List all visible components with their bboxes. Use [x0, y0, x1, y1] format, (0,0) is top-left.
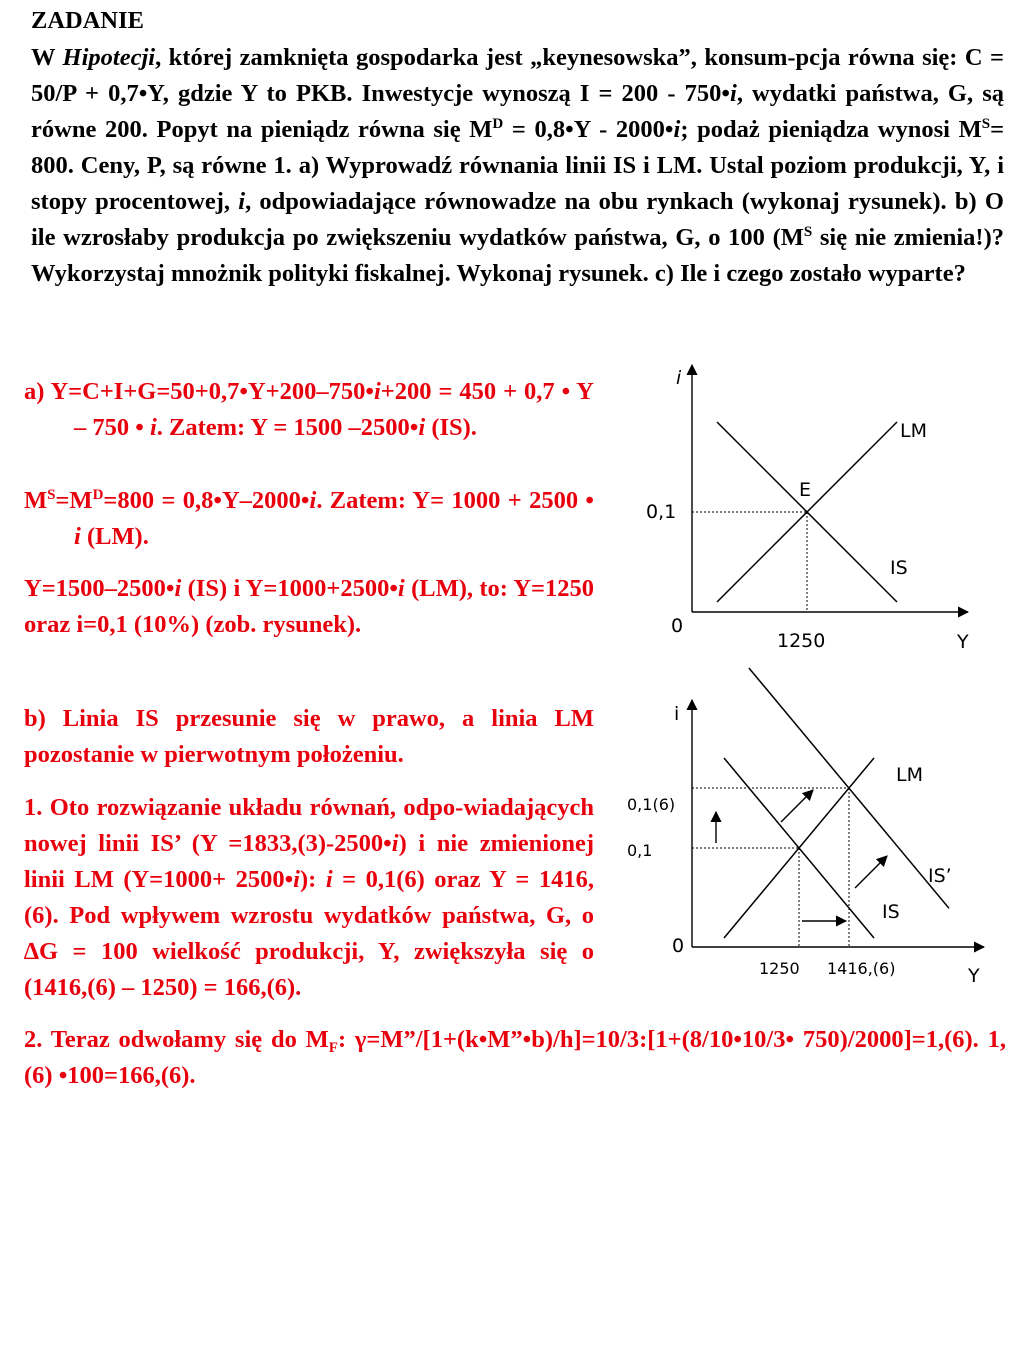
- sol-text: (IS).: [425, 414, 477, 441]
- solution-b-intro: b) Linia IS przesunie się w prawo, a linia LM pozostanie w pierwotnym położeniu.: [24, 705, 594, 768]
- sol-text: =800 = 0,8•Y–2000•: [103, 487, 310, 514]
- x-tick-label: 1250: [777, 630, 826, 652]
- task-text-s6: , odpowiadające równowadze na obu rynkach (wykonaj rysunek). b) O ile wzrosłaby produkcja po zwiększeniu wydatków państwa, G, o 100 (M: [31, 188, 1004, 251]
- sol-var: i: [174, 575, 182, 602]
- sol-var: i: [74, 523, 81, 550]
- task-var-i: i: [238, 188, 246, 215]
- origin-label: 0: [672, 935, 685, 957]
- sol-text: M: [24, 487, 48, 514]
- sol-var: i: [149, 414, 157, 441]
- task-text-s3: = 0,8•Y - 2000•: [503, 116, 674, 143]
- task-heading: ZADANIE: [31, 7, 144, 34]
- task-sup: S: [803, 224, 813, 240]
- task-text-s5: = 800. Ceny, P, są równe 1. a) Wyprowadź równania linii IS i LM. Ustal poziom produkcji, Y, i stopy procentowej,: [31, 116, 1005, 215]
- x-axis-label: Y: [957, 631, 969, 653]
- sol-text: (LM), to: Y=1250 oraz i=0,1 (10%) (zob. rysunek).: [24, 575, 594, 638]
- sol-text: +200 = 450 + 0,7 • Y – 750 •: [74, 378, 595, 441]
- task-text-s1: , której zamknięta gospodarka jest „keynesowska”, konsum-pcja równa się: C = 50/P + 0,7•Y, gdzie Y to PKB. Inwestycje wynoszą I = 200 - 750•: [31, 44, 1005, 107]
- is-prime-label: IS’: [928, 865, 952, 887]
- sol-text: Y=1500–2500•: [24, 575, 175, 602]
- task-sup: S: [981, 116, 991, 132]
- task-text-w: W: [31, 44, 56, 71]
- y-tick-label: 0,1: [646, 501, 677, 523]
- task-var-i: i: [673, 116, 681, 143]
- shift-arrow-diag-2: [855, 856, 887, 888]
- x-tick-label-old: 1250: [759, 959, 800, 978]
- origin-label: 0: [671, 615, 684, 637]
- task-country: Hipotecji: [62, 44, 156, 71]
- task-var-i: i: [730, 80, 737, 107]
- task-text-s7: się nie zmienia!)? Wykorzystaj mnożnik polityki fiskalnej. Wykonaj rysunek. c) Ile i czego zostało wyparte?: [31, 224, 1004, 287]
- sol-var: i: [325, 866, 333, 893]
- sol-var: i: [397, 575, 405, 602]
- sol-sub: F: [328, 1040, 338, 1056]
- lm-label: LM: [900, 420, 927, 442]
- y-tick-label-new: 0,1(6): [627, 795, 676, 814]
- sol-text: 1. Oto rozwiązanie układu równań, odpo-wiadających nowej linii IS’ (Y =1833,(3)-2500•: [24, 794, 594, 857]
- sol-text: ):: [299, 866, 326, 893]
- sol-text: (IS) i Y=1000+2500•: [181, 575, 398, 602]
- sol-text: ) i nie zmienionej linii LM (Y=1000+ 2500•: [24, 830, 595, 893]
- sol-text: a) Y=C+I+G=50+0,7•Y+200–750•: [24, 378, 374, 405]
- sol-text: =M: [55, 487, 93, 514]
- task-text-s4: ; podaż pieniądza wynosi M: [680, 116, 982, 143]
- equilibrium-label: E: [799, 479, 812, 501]
- sol-text: = 0,1(6) oraz Y = 1416,(6). Pod wpływem wzrostu wydatków państwa, G, o ∆G = 100 wielkość produkcji, Y, zwiększyła się o (1416,(6) – 1250) = 166,(6).: [24, 866, 594, 1001]
- sol-var: i: [373, 378, 381, 405]
- sol-text: . Zatem: Y= 1000 + 2500 •: [316, 487, 594, 514]
- x-axis-label: Y: [968, 965, 980, 987]
- y-axis-label: i: [674, 703, 680, 725]
- y-axis-label: i: [676, 367, 682, 389]
- x-tick-label-new: 1416,(6): [827, 959, 896, 978]
- sol-text: . Zatem: Y = 1500 –2500•: [156, 414, 419, 441]
- sol-sup: S: [47, 487, 56, 503]
- is-label: IS: [890, 557, 908, 579]
- solution-multiplier: [24, 1022, 1006, 1094]
- task-sup: D: [492, 116, 504, 132]
- y-tick-label-old: 0,1: [627, 841, 653, 860]
- sol-text: (LM).: [80, 523, 149, 550]
- sol-var: i: [309, 487, 317, 514]
- sol-var: i: [293, 866, 300, 893]
- lm-label: LM: [896, 764, 923, 786]
- sol-var: i: [418, 414, 426, 441]
- sol-var: i: [391, 830, 399, 857]
- sol-text: 2. Teraz odwołamy się do M: [24, 1026, 329, 1053]
- is-label: IS: [882, 901, 900, 923]
- sol-sup: D: [92, 487, 104, 503]
- sol-text: : γ=M”/[1+(k•M”•b)/h]=10/3:[1+(8/10•10/3• 750)/2000]=1,(6). 1,(6) •100=166,(6).: [24, 1026, 1006, 1089]
- task-text-s2: , wydatki państwa, G, są równe 200. Popyt na pieniądz równa się M: [31, 80, 1004, 143]
- shift-arrow-diag-1: [781, 790, 813, 822]
